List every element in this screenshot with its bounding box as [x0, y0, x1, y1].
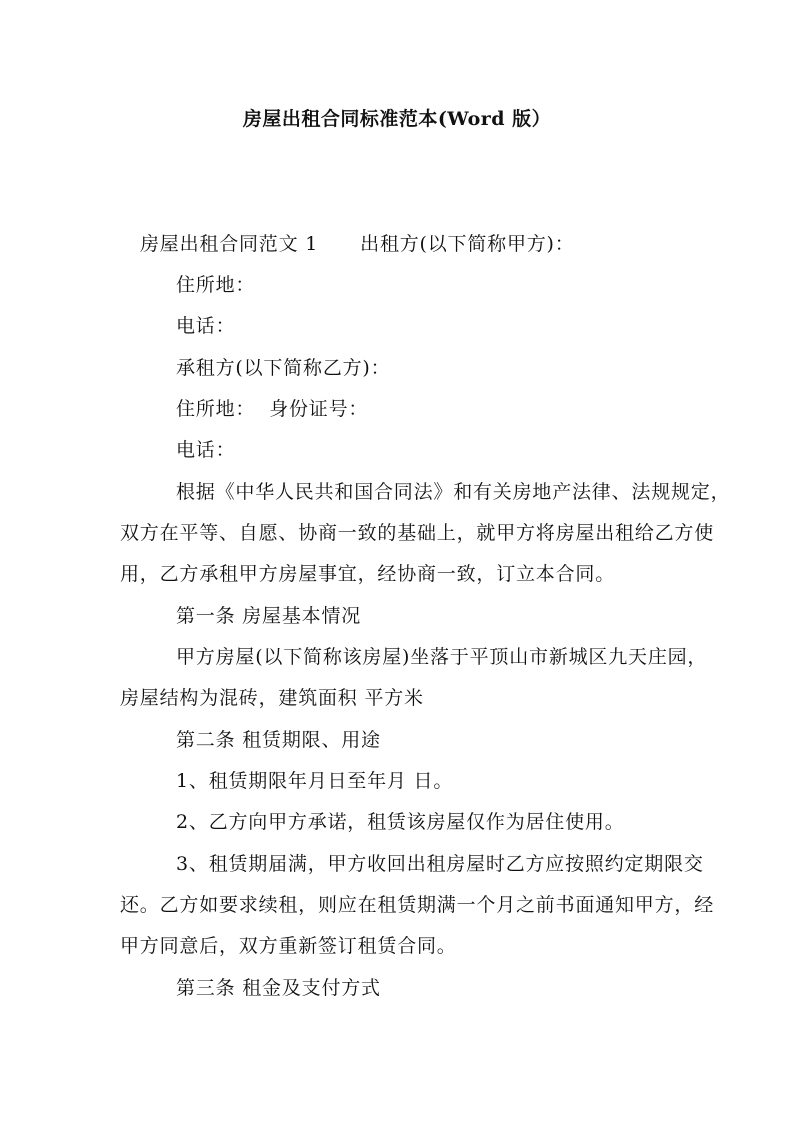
basis-paragraph-line3: 用，乙方承租甲方房屋事宜，经协商一致，订立本合同。: [120, 563, 616, 585]
article1-body-line2: 房屋结构为混砖，建筑面积 平方米: [120, 687, 424, 709]
article2-item1: 1、租赁期限年月日至年月 日。: [176, 770, 454, 792]
lessee-phone: 电话：: [176, 439, 236, 461]
lessor-address: 住所地：: [176, 274, 256, 296]
lessee-id-number: 身份证号：: [269, 398, 369, 420]
article1-heading: 第一条 房屋基本情况: [176, 605, 362, 627]
lessor-phone: 电话：: [176, 315, 236, 337]
article2-item3-line3: 甲方同意后，双方重新签订租赁合同。: [120, 935, 457, 957]
basis-paragraph-line2: 双方在平等、自愿、协商一致的基础上，就甲方将房屋出租给乙方使: [120, 522, 715, 544]
article2-item3-line1: 3、租赁期届满，甲方收回出租房屋时乙方应按照约定期限交: [176, 853, 704, 875]
intro-line: [140, 232, 575, 256]
article2-item2: 2、乙方向甲方承诺，租赁该房屋仅作为居住使用。: [176, 811, 625, 833]
sample-label: 房屋出租合同范文 1: [140, 233, 319, 255]
lessor-label: 出租方(以下简称甲方)：: [360, 233, 575, 255]
lessee-address-line: [176, 397, 368, 421]
lessee-address: 住所地：: [176, 398, 256, 420]
article2-item3-line2: 还。乙方如要求续租，则应在租赁期满一个月之前书面通知甲方，经: [120, 894, 715, 916]
lessee-label: 承租方(以下简称乙方)：: [176, 357, 391, 379]
article2-heading: 第二条 租赁期限、用途: [176, 729, 381, 751]
article3-heading: 第三条 租金及支付方式: [176, 977, 381, 999]
article1-body-line1: 甲方房屋(以下简称该房屋)坐落于平顶山市新城区九天庄园，: [176, 646, 708, 668]
document-title: 房屋出租合同标准范本(Word 版）: [242, 108, 552, 130]
basis-paragraph-line1: 根据《中华人民共和国合同法》和有关房地产法律、法规规定，: [176, 481, 731, 503]
